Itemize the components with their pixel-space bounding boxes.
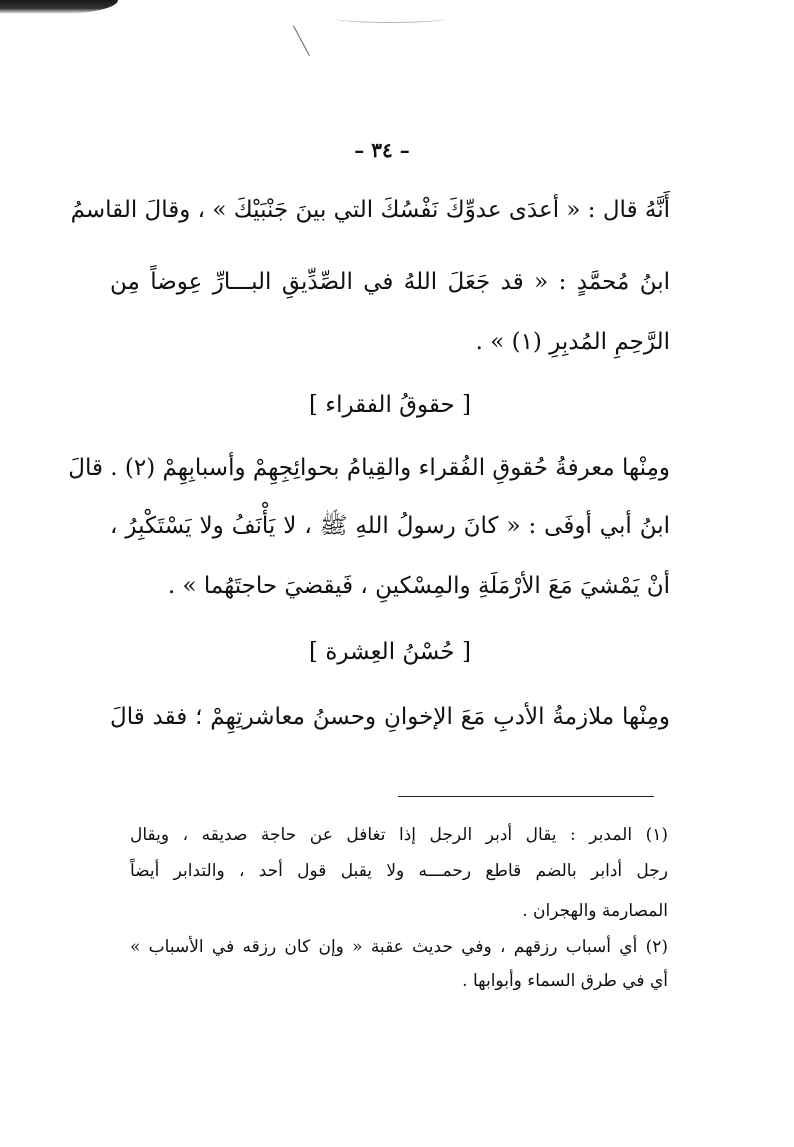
scan-edge-mark — [0, 0, 118, 14]
section-heading-poor-rights: [ حقوقُ الفقراء ] — [308, 392, 472, 418]
paragraph-1-line-2: ابنُ مُحمَّدٍ : « قد جَعَلَ اللهُ في الصِّدِّيقِ البـــارِّ عِوضاً مِن — [110, 269, 670, 295]
paragraph-3-line-1: ومِنْها ملازمةُ الأدبِ مَعَ الإخوانِ وحسنُ معاشرتِهِمْ ؛ فقد قالَ — [110, 704, 670, 730]
footnote-1-line-2: رجل أدابر بالضم قاطع رحمـــه ولا يقبل قول أحد ، والتدابر أيضاً — [130, 861, 668, 881]
paragraph-2-line-2: ابنُ أبي أوفَى : « كانَ رسولُ اللهِ ﷺ ، لا يَأْنَفُ ولا يَسْتَكْبِرُ ، — [110, 513, 670, 539]
paragraph-2-line-3: أنْ يَمْشيَ مَعَ الأرْمَلَةِ والمِسْكينِ ، فَيقضيَ حاجتَهُما » . — [167, 573, 670, 599]
footnote-2-line-1: (٢) أي أسباب رزقهم ، وفي حديث عقبة « وإن كان رزقه في الأسباب » — [130, 937, 668, 957]
footnote-2-line-2: أي في طرق السماء وأبوابها . — [462, 971, 668, 991]
footnote-1-line-1: (١) المدبر : يقال أدبر الرجل إذا تغافل عن حاجة صديقه ، ويقال — [130, 825, 668, 845]
paragraph-2-line-1: ومِنْها معرفةُ حُقوقِ الفُقراء والقِيامُ بحوائِجِهِمْ وأسبابِهِمْ (٢) . قالَ — [68, 455, 670, 481]
page-number: – ٣٤ – — [354, 138, 410, 162]
scan-smudge-mark — [335, 14, 445, 23]
scan-stroke-mark — [293, 18, 324, 56]
footnote-1-line-3: المصارمة والهجران . — [522, 901, 668, 921]
paragraph-1-line-1: أَنَّهُ قال : « أعدَى عدوِّكَ نَفْسُكَ التي بينَ جَنْبَيْكَ » ، وقالَ القاسمُ — [70, 197, 670, 223]
footnote-separator — [398, 796, 654, 797]
paragraph-1-line-3: الرَّحِمِ المُدبِرِ (١) » . — [475, 329, 670, 355]
section-heading-good-companionship: [ حُسْنُ العِشرة ] — [309, 639, 471, 665]
